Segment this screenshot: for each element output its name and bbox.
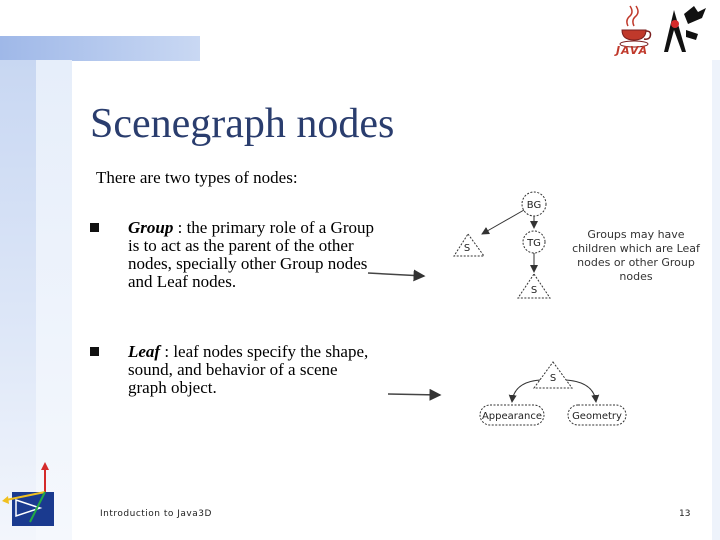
geometry-node-label: Geometry: [572, 411, 622, 422]
edge-s-appearance: [512, 380, 540, 402]
bullet-leaf-text: : leaf nodes specify the shape, sound, and behavior of a scene graph object.: [128, 342, 369, 397]
tg-node-label: TG: [527, 238, 541, 249]
group-caption: Groups may have children which are Leaf nodes or other Group nodes: [572, 228, 700, 283]
bullet-leaf-term: Leaf: [128, 342, 161, 361]
footer-text: Introduction to Java3D: [100, 509, 212, 519]
bullet-group-term: Group: [128, 218, 174, 237]
edge-s-geometry: [566, 380, 596, 402]
shape-node-left-label: S: [463, 243, 471, 254]
shape-node-leaf-label: S: [549, 373, 557, 384]
edge-bg-s: [482, 210, 524, 234]
bg-node-label: BG: [526, 200, 542, 211]
appearance-node-label: Appearance: [481, 411, 543, 422]
slide-title: Scenegraph nodes: [90, 101, 395, 147]
java-logo-text: JAVA: [616, 44, 649, 57]
shape-node-bottom-label: S: [530, 285, 538, 296]
intro-text: There are two types of nodes:: [96, 168, 298, 187]
page-number: 13: [679, 509, 691, 519]
axis-icon: [2, 462, 54, 526]
pointer-arrow-leaf: [388, 394, 440, 395]
bullet-group-text: : the primary role of a Group is to act as the parent of the other nodes, specially other Group nodes and Leaf nodes.: [128, 218, 374, 291]
pointer-arrow-group: [368, 273, 424, 276]
